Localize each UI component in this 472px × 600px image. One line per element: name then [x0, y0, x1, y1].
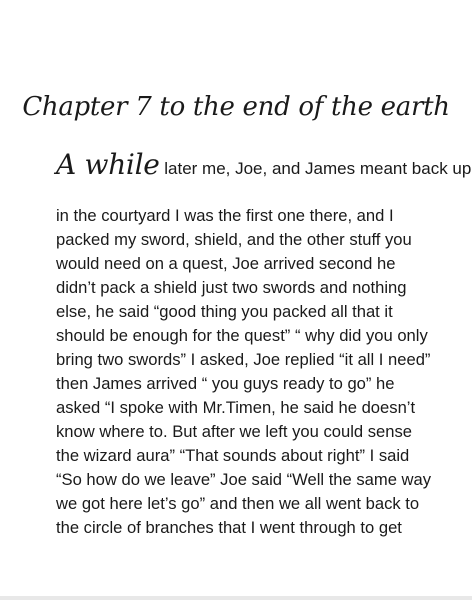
text-line: packed my sword, shield, and the other stuff you — [56, 230, 412, 249]
text-line: we got here let’s go” and then we all went back to — [56, 494, 420, 513]
body-paragraph — [56, 204, 456, 540]
text-line: would need on a quest, Joe arrived second he — [56, 254, 396, 273]
text-line: then James arrived “ you guys ready to go” he — [56, 374, 395, 393]
text-line: asked “I spoke with Mr.Timen, he said he doesn’t — [56, 398, 416, 417]
chapter-title: Chapter 7 to the end of the earth — [22, 92, 450, 122]
text-line: “So how do we leave” Joe said “Well the same way — [56, 470, 432, 489]
opening-dropcap: A while — [56, 148, 160, 181]
opening-line — [56, 148, 472, 181]
text-line: know where to. But after we left you could sense — [56, 422, 413, 441]
page-bottom-edge — [0, 596, 472, 600]
text-line: the circle of branches that I went through to get — [56, 518, 402, 537]
text-line: in the courtyard I was the first one there, and I — [56, 206, 394, 225]
text-line: bring two swords” I asked, Joe replied “it all I need” — [56, 350, 431, 369]
text-line: else, he said “good thing you packed all that it — [56, 302, 393, 321]
opening-line-text: later me, Joe, and James meant back up — [159, 159, 472, 178]
text-line: the wizard aura” “That sounds about right” I said — [56, 446, 410, 465]
text-line: should be enough for the quest” “ why did you only — [56, 326, 428, 345]
text-line: didn’t pack a shield just two swords and nothing — [56, 278, 407, 297]
